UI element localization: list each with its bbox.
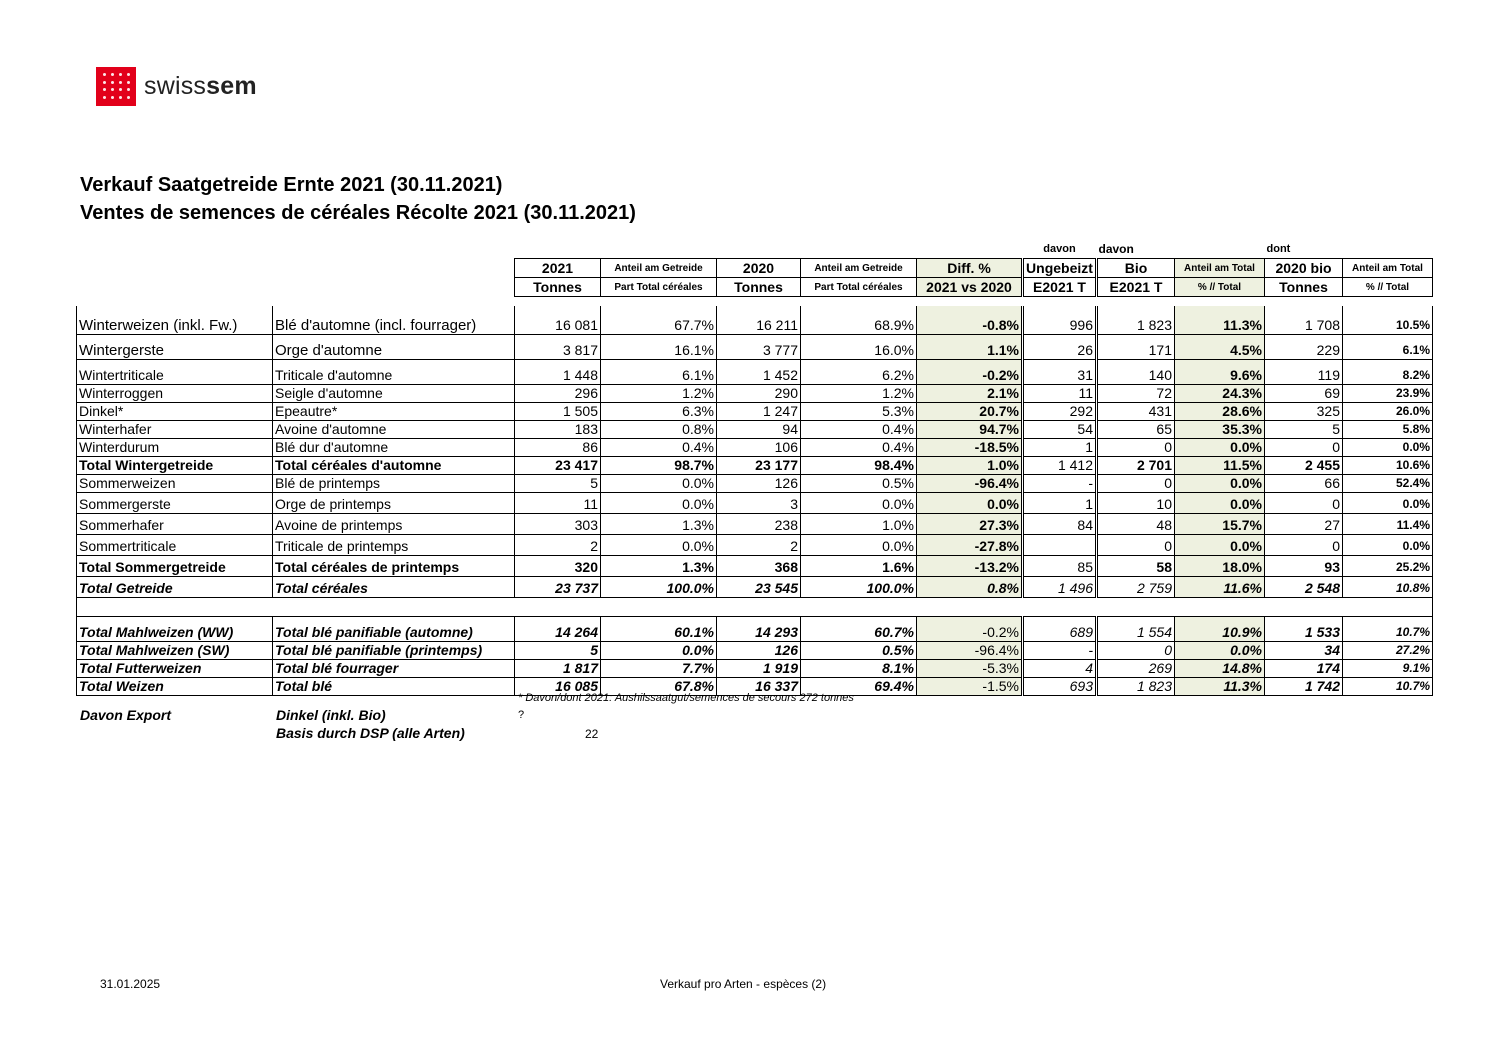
table-cell: 16.0% [801,335,917,360]
table-cell: -96.4% [917,475,1023,493]
table-row [77,421,1433,439]
table-cell: 171 [1097,335,1175,360]
table-cell: 1 412 [1023,457,1097,475]
table-cell: 48 [1097,514,1175,535]
table-cell: 0.0% [601,493,717,514]
table-cell: Winterhafer [77,421,273,439]
table-cell: 0.0% [601,535,717,556]
table-cell: 94.7% [917,421,1023,439]
table-cell: 2 455 [1265,457,1343,475]
table-cell: 1 533 [1265,617,1343,642]
table-cell: - [1023,475,1097,493]
table-cell: 25.2% [1343,556,1433,577]
table-cell: Total Mahlweizen (SW) [77,642,273,660]
table-row [77,556,1433,577]
table-cell: Total blé panifiable (printemps) [273,642,515,660]
table-row [77,475,1433,493]
table-cell: 8.1% [801,660,917,678]
header-row-1 [77,259,1433,278]
header-row1-cell: 2021 [515,259,601,278]
table-cell: Triticale d'automne [273,360,515,385]
header-row2-cell: Tonnes [1265,278,1343,297]
table-cell: 0.5% [801,475,917,493]
export-item-dinkel: Dinkel (inkl. Bio) [276,707,386,723]
table-cell: 1 817 [515,660,601,678]
table-cell: -27.8% [917,535,1023,556]
table-cell: 0 [1265,493,1343,514]
table-cell: 3 [717,493,801,514]
table-cell: 0.0% [1175,439,1265,457]
table-cell: 11.3% [1175,678,1265,696]
title-german: Verkauf Saatgetreide Ernte 2021 (30.11.2021) [80,174,503,196]
header-row2-cell: % // Total [1343,278,1433,297]
header-row2-cell: Part Total céréales [601,278,717,297]
table-row [77,535,1433,556]
table-cell: 320 [515,556,601,577]
table-cell: 0.0% [601,642,717,660]
table-cell: 69.4% [801,678,917,696]
table-cell: Total Futterweizen [77,660,273,678]
table-cell: 269 [1097,660,1175,678]
table-row [77,642,1433,660]
table-cell: 60.7% [801,617,917,642]
table-cell: 1 742 [1265,678,1343,696]
table-row [77,335,1433,360]
header-davon-2: davon [1098,241,1134,256]
table-cell: 4 [1023,660,1097,678]
table-cell: 58 [1097,556,1175,577]
table-cell: 368 [717,556,801,577]
table-cell: 11.4% [1343,514,1433,535]
table-cell: 35.3% [1175,421,1265,439]
table-cell: 2.1% [917,385,1023,403]
table-cell: 126 [717,642,801,660]
table-cell: Total céréales [273,577,515,598]
table-cell: 1 [1023,493,1097,514]
table-cell: 1.0% [917,457,1023,475]
header-row1-cell: 2020 [717,259,801,278]
table-cell: 238 [717,514,801,535]
header-davon-1: davon [1043,242,1076,255]
logo-text: swisssem [144,71,257,100]
header-top-row [77,240,1433,259]
table-cell: 4.5% [1175,335,1265,360]
table-cell: 0 [1265,535,1343,556]
spacer-row [77,297,1433,307]
table-cell: 14 264 [515,617,601,642]
table-cell: 16 085 [515,678,601,696]
logo-mark-icon [96,67,136,106]
header-row1-cell: Diff. % [917,259,1023,278]
table-cell: 10.9% [1175,617,1265,642]
table-row [77,360,1433,385]
swisssem-logo [96,66,257,106]
table-cell: 183 [515,421,601,439]
table-cell: Total céréales de printemps [273,556,515,577]
table-cell: Winterweizen (inkl. Fw.) [77,306,273,335]
table-cell: 996 [1023,306,1097,335]
header-row2-cell: Part Total céréales [801,278,917,297]
table-cell: 1 452 [717,360,801,385]
table-cell: 20.7% [917,403,1023,421]
table-cell: -0.8% [917,306,1023,335]
export-item-dsp-value: 22 [585,727,599,741]
table-cell: Blé de printemps [273,475,515,493]
table-cell: 5.3% [801,403,917,421]
table-cell: Total Sommergetreide [77,556,273,577]
table-cell: 0.4% [801,439,917,457]
spacer-row [77,598,1433,617]
table-cell: 2 [515,535,601,556]
table-cell: 11 [515,493,601,514]
table-cell: 24.3% [1175,385,1265,403]
table-cell: 10.7% [1343,617,1433,642]
table-cell: Seigle d'automne [273,385,515,403]
table-cell: 1.1% [917,335,1023,360]
table-cell: 14 293 [717,617,801,642]
table-cell: Sommerhafer [77,514,273,535]
table-cell: 6.1% [1343,335,1433,360]
table-cell: 11.5% [1175,457,1265,475]
table-cell: 1 554 [1097,617,1175,642]
table-cell: 0 [1097,535,1175,556]
table-cell: 0.8% [601,421,717,439]
table-cell: 27 [1265,514,1343,535]
table-cell: 6.2% [801,360,917,385]
table-cell: 106 [717,439,801,457]
table-cell: 10.8% [1343,577,1433,598]
header-row2-cell: % // Total [1175,278,1265,297]
table-cell: 8.2% [1343,360,1433,385]
table-cell: 9.1% [1343,660,1433,678]
table-cell: Triticale de printemps [273,535,515,556]
table-cell: 93 [1265,556,1343,577]
table-row [77,306,1433,335]
table-cell: -1.5% [917,678,1023,696]
table-cell: 0.0% [917,493,1023,514]
export-item-dsp: Basis durch DSP (alle Arten) [276,725,465,741]
table-cell: 23.9% [1343,385,1433,403]
table-cell: 23 177 [717,457,801,475]
table-cell: Sommertriticale [77,535,273,556]
table-cell: 31 [1023,360,1097,385]
export-label: Davon Export [80,707,172,723]
table-cell: 10.5% [1343,306,1433,335]
table-cell: 28.6% [1175,403,1265,421]
table-cell: 229 [1265,335,1343,360]
table-cell: 65 [1097,421,1175,439]
table-cell: 6.3% [601,403,717,421]
table-cell: Wintertriticale [77,360,273,385]
header-row2-cell: 2021 vs 2020 [917,278,1023,297]
table-cell: 86 [515,439,601,457]
table-cell: 18.0% [1175,556,1265,577]
table-cell: 23 737 [515,577,601,598]
table-cell: Sommerweizen [77,475,273,493]
table-cell: Blé d'automne (incl. fourrager) [273,306,515,335]
table-cell: 0.0% [1175,493,1265,514]
table-cell: 1.6% [801,556,917,577]
table-cell: Total céréales d'automne [273,457,515,475]
table-cell: Total blé panifiable (automne) [273,617,515,642]
table-row [77,660,1433,678]
table-cell: 140 [1097,360,1175,385]
table-cell: Sommergerste [77,493,273,514]
table-cell: 2 548 [1265,577,1343,598]
table-cell: 11.6% [1175,577,1265,598]
table-cell: 9.6% [1175,360,1265,385]
table-cell: 16.1% [601,335,717,360]
table-cell: 27.3% [917,514,1023,535]
table-cell: 325 [1265,403,1343,421]
table-cell: 60.1% [601,617,717,642]
table-cell: Epeautre* [273,403,515,421]
table-cell: 11 [1023,385,1097,403]
export-item-dinkel-value: ? [518,709,525,721]
table-cell: 0.0% [1175,642,1265,660]
table-cell: 54 [1023,421,1097,439]
header-row2-cell: E2021 T [1023,278,1097,297]
header-row2-cell: E2021 T [1097,278,1175,297]
table-cell: Avoine d'automne [273,421,515,439]
table-cell: 67.8% [601,678,717,696]
table-cell: -13.2% [917,556,1023,577]
table-cell: 34 [1265,642,1343,660]
table-cell: 6.1% [601,360,717,385]
table-cell: 14.8% [1175,660,1265,678]
table-cell: 1 496 [1023,577,1097,598]
table-cell: 0.0% [601,475,717,493]
header-row2-cell: Tonnes [515,278,601,297]
table-row [77,457,1433,475]
table-cell: 0 [1097,642,1175,660]
table-cell: 1 919 [717,660,801,678]
table-cell: 0.8% [917,577,1023,598]
table-cell: 16 081 [515,306,601,335]
table-cell: Total Weizen [77,678,273,696]
table-cell: 67.7% [601,306,717,335]
header-row1-cell: 2020 bio [1265,259,1343,278]
table-cell: 1.2% [601,385,717,403]
table-cell: 119 [1265,360,1343,385]
table-cell: 26 [1023,335,1097,360]
table-cell: -0.2% [917,360,1023,385]
header-row1-cell: Anteil am Getreide [801,259,917,278]
table-cell: 10.7% [1343,678,1433,696]
header-row-2 [77,278,1433,297]
table-cell: 296 [515,385,601,403]
table-cell: 10 [1097,493,1175,514]
table-cell: 1 708 [1265,306,1343,335]
table-cell: 126 [717,475,801,493]
table-row [77,617,1433,642]
header-row1-cell: Anteil am Getreide [601,259,717,278]
table-cell: 7.7% [601,660,717,678]
table-cell: 2 701 [1097,457,1175,475]
table-cell: 1.2% [801,385,917,403]
table-cell: 85 [1023,556,1097,577]
table-cell: 98.4% [801,457,917,475]
table-cell: 1 448 [515,360,601,385]
table-cell: 290 [717,385,801,403]
table-cell: 84 [1023,514,1097,535]
table-cell: 2 [717,535,801,556]
table-cell: 693 [1023,678,1097,696]
table-cell: 100.0% [601,577,717,598]
table-cell: 5 [515,642,601,660]
table-cell: 0.0% [801,535,917,556]
table-cell: 0.0% [1343,535,1433,556]
table-cell: Total blé fourrager [273,660,515,678]
table-cell: 2 759 [1097,577,1175,598]
table-cell: 66 [1265,475,1343,493]
table-cell: 27.2% [1343,642,1433,660]
table-cell: Total blé [273,678,515,696]
table-cell: 68.9% [801,306,917,335]
table-cell: 1 823 [1097,678,1175,696]
header-row1-cell: Anteil am Total [1175,259,1265,278]
table-cell: 5 [1265,421,1343,439]
table-row [77,385,1433,403]
table-cell: 1 247 [717,403,801,421]
table-cell: 0.0% [1175,475,1265,493]
table-cell: 0 [1097,439,1175,457]
table-row [77,514,1433,535]
table-cell: 23 545 [717,577,801,598]
table-row [77,493,1433,514]
table-cell: Total Wintergetreide [77,457,273,475]
title-french: Ventes de semences de céréales Récolte 2021 (30.11.2021) [80,202,636,224]
table-cell: 3 777 [717,335,801,360]
table-cell: -96.4% [917,642,1023,660]
table-cell: 0.5% [801,642,917,660]
table-cell: Orge d'automne [273,335,515,360]
table-cell: 72 [1097,385,1175,403]
table-cell: 0 [1097,475,1175,493]
table-cell: Winterroggen [77,385,273,403]
table-row [77,403,1433,421]
table-cell: 1 505 [515,403,601,421]
table-cell: Total Mahlweizen (WW) [77,617,273,642]
table-cell: Total Getreide [77,577,273,598]
table-cell: 1 823 [1097,306,1175,335]
table-cell: Blé dur d'automne [273,439,515,457]
table-cell: 11.3% [1175,306,1265,335]
table-cell: -18.5% [917,439,1023,457]
table-cell: -0.2% [917,617,1023,642]
table-cell: 16 211 [717,306,801,335]
table-cell: 23 417 [515,457,601,475]
table-cell: 26.0% [1343,403,1433,421]
table-cell: 100.0% [801,577,917,598]
table-cell: 292 [1023,403,1097,421]
table-cell: 431 [1097,403,1175,421]
table-cell: 0.0% [1343,493,1433,514]
table-cell: 0.0% [1343,439,1433,457]
table-cell: 16 337 [717,678,801,696]
table-cell: 1 [1023,439,1097,457]
table-cell: 10.6% [1343,457,1433,475]
table-cell: 0 [1265,439,1343,457]
header-row1-cell: Ungebeizt [1023,259,1097,278]
table-row [77,439,1433,457]
table-cell: Dinkel* [77,403,273,421]
table-cell: 303 [515,514,601,535]
table-cell: 1.0% [801,514,917,535]
table-cell: 1.3% [601,556,717,577]
table-cell: 0.0% [1175,535,1265,556]
table-cell: Orge de printemps [273,493,515,514]
table-cell: 0.4% [801,421,917,439]
table-cell: Wintergerste [77,335,273,360]
table-cell [1023,535,1097,556]
table-cell: 5 [515,475,601,493]
table-cell: Winterdurum [77,439,273,457]
table-cell: 0.4% [601,439,717,457]
table-cell: 689 [1023,617,1097,642]
footer-date: 31.01.2025 [100,977,161,991]
table-cell: 98.7% [601,457,717,475]
table-cell: Avoine de printemps [273,514,515,535]
table-cell: - [1023,642,1097,660]
header-row1-cell: Anteil am Total [1343,259,1433,278]
table-cell: 52.4% [1343,475,1433,493]
table-cell: -5.3% [917,660,1023,678]
footnote: * Davon/dont 2021: Aushilssaatgut/semences de secours 272 tonnes [518,692,854,704]
header-dont: dont [1266,242,1291,255]
table-cell: 69 [1265,385,1343,403]
table-row [77,577,1433,598]
table-cell: 94 [717,421,801,439]
table-cell: 1.3% [601,514,717,535]
table-cell: 3 817 [515,335,601,360]
table-cell: 0.0% [801,493,917,514]
table-cell: 5.8% [1343,421,1433,439]
table-cell: 174 [1265,660,1343,678]
sales-table [76,240,1433,696]
table-cell: 15.7% [1175,514,1265,535]
header-row2-cell: Tonnes [717,278,801,297]
header-row1-cell: Bio [1097,259,1175,278]
footer-page-label: Verkauf pro Arten - espèces (2) [660,977,827,991]
